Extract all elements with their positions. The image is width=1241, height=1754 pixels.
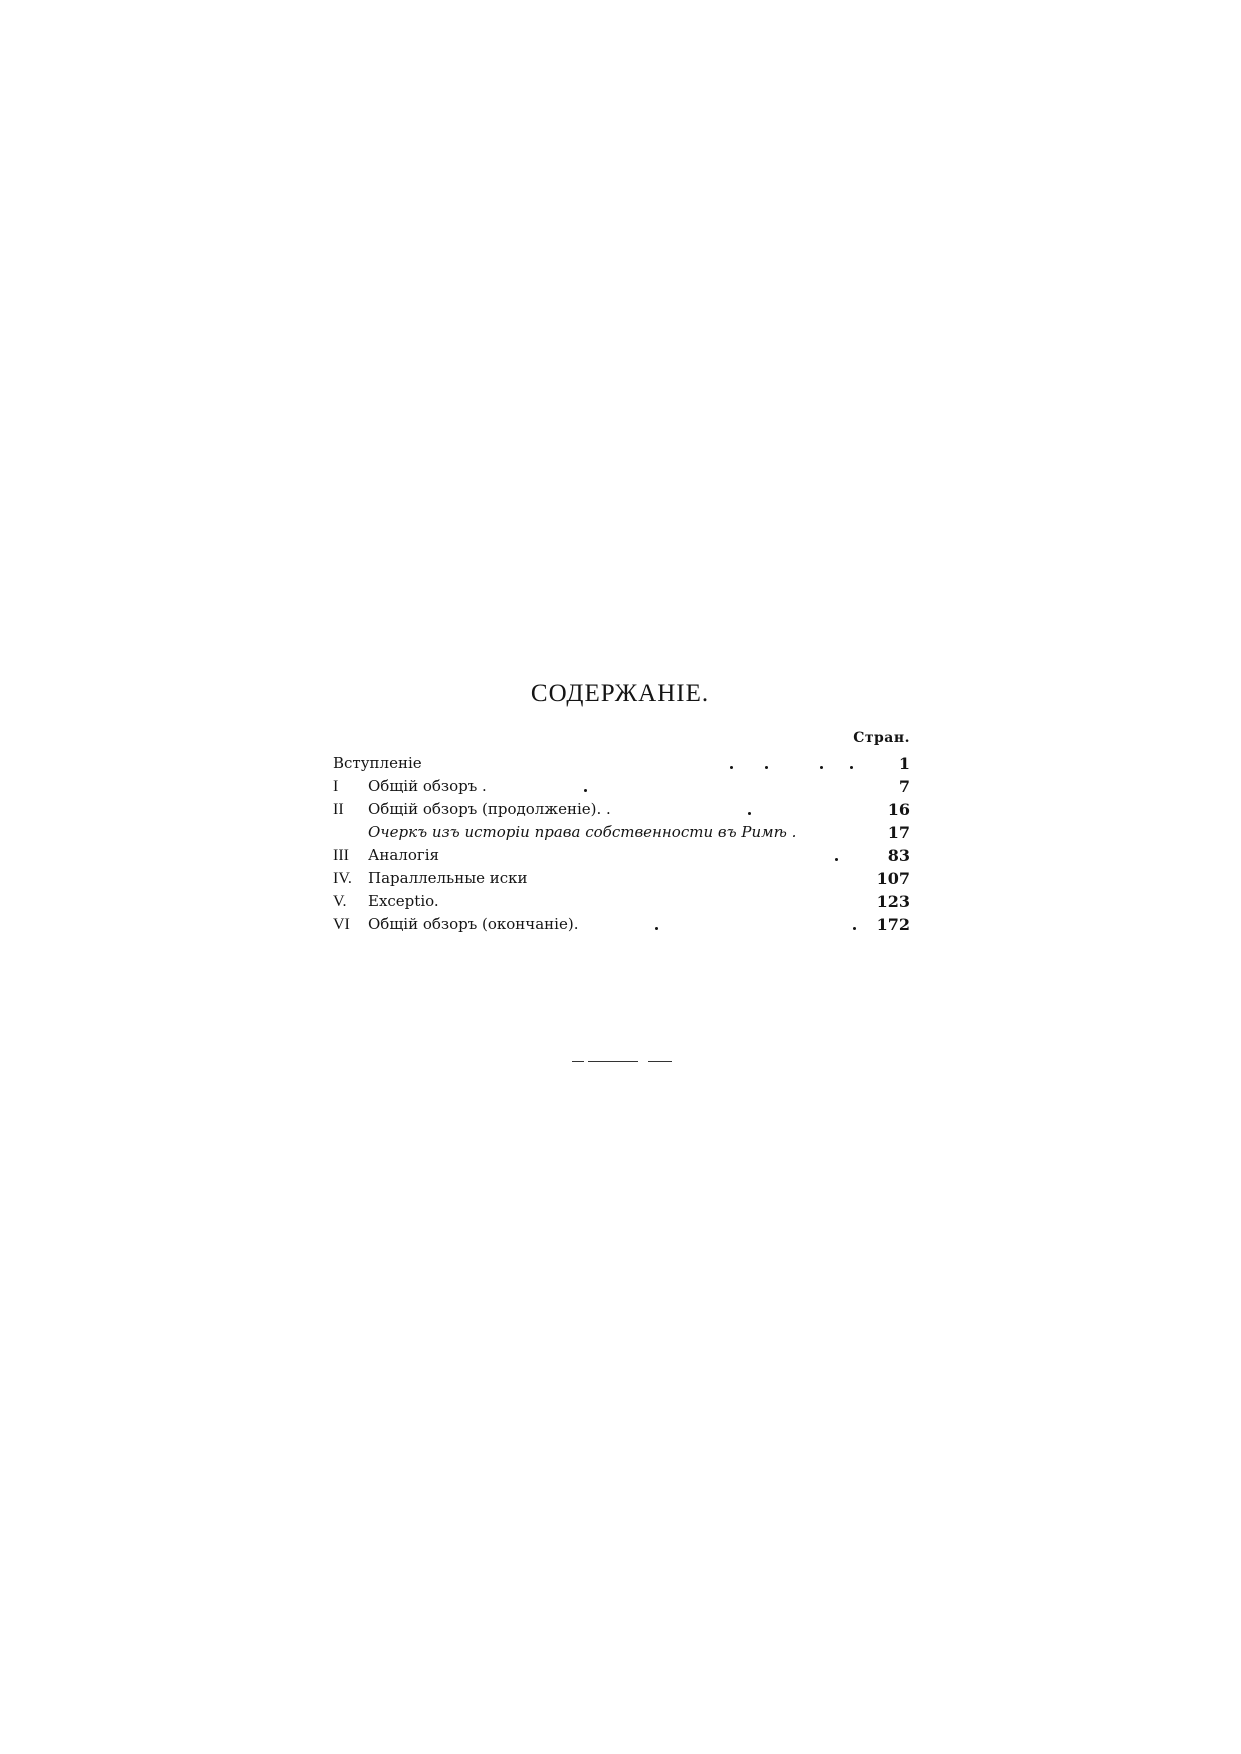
toc-entry-page: 83 — [887, 846, 910, 865]
page-column-header: Стран. — [853, 730, 910, 746]
leader-dot — [835, 858, 838, 861]
toc-entry-chapter-2 — [330, 798, 910, 821]
toc-entry-label: Exceptio. — [368, 892, 439, 910]
leader-dot — [765, 766, 768, 769]
table-of-contents — [330, 680, 910, 936]
leader-dot — [850, 766, 853, 769]
leader-dot — [730, 766, 733, 769]
toc-entry-label: Аналогія — [368, 846, 439, 864]
toc-entry-label: Общій обзоръ (продолженіе). . — [368, 800, 611, 818]
toc-entry-number: IV. — [333, 870, 352, 887]
end-rule-segment — [648, 1061, 672, 1062]
toc-entry-page: 1 — [898, 754, 910, 773]
leader-dot — [853, 927, 856, 930]
toc-entry-label: Параллельные иски — [368, 869, 528, 887]
toc-entry-chapter-5 — [330, 890, 910, 913]
toc-entries — [330, 752, 910, 936]
toc-entry-label: Общій обзоръ . — [368, 777, 487, 795]
toc-entry-label: Вступленіе — [333, 754, 422, 772]
end-rule-segment — [572, 1061, 584, 1062]
toc-entry-number: V. — [333, 893, 347, 910]
toc-entry-number: III — [333, 847, 349, 864]
leader-dot — [655, 927, 658, 930]
toc-entry-number: II — [333, 801, 344, 818]
toc-entry-page: 123 — [876, 892, 910, 911]
toc-entry-label: Очеркъ изъ исторіи права собственности въ Римѣ . — [368, 823, 797, 841]
toc-entry-page: 172 — [876, 915, 910, 934]
toc-entry-number: I — [333, 778, 339, 795]
toc-entry-chapter-6 — [330, 913, 910, 936]
toc-entry-essay — [330, 821, 910, 844]
toc-entry-page: 16 — [887, 800, 910, 819]
toc-entry-number: VI — [333, 916, 350, 933]
toc-title: СОДЕРЖАНІЕ. — [530, 680, 710, 707]
toc-entry-introduction — [330, 752, 910, 775]
toc-entry-chapter-4 — [330, 867, 910, 890]
leader-dot — [584, 789, 587, 792]
toc-entry-page: 17 — [887, 823, 910, 842]
leader-dot — [748, 812, 751, 815]
toc-entry-page: 107 — [876, 869, 910, 888]
end-rule-segment — [588, 1061, 638, 1062]
toc-entry-label: Общій обзоръ (окончаніе). — [368, 915, 579, 933]
toc-entry-page: 7 — [898, 777, 910, 796]
toc-entry-chapter-3 — [330, 844, 910, 867]
toc-entry-chapter-1 — [330, 775, 910, 798]
leader-dot — [820, 766, 823, 769]
